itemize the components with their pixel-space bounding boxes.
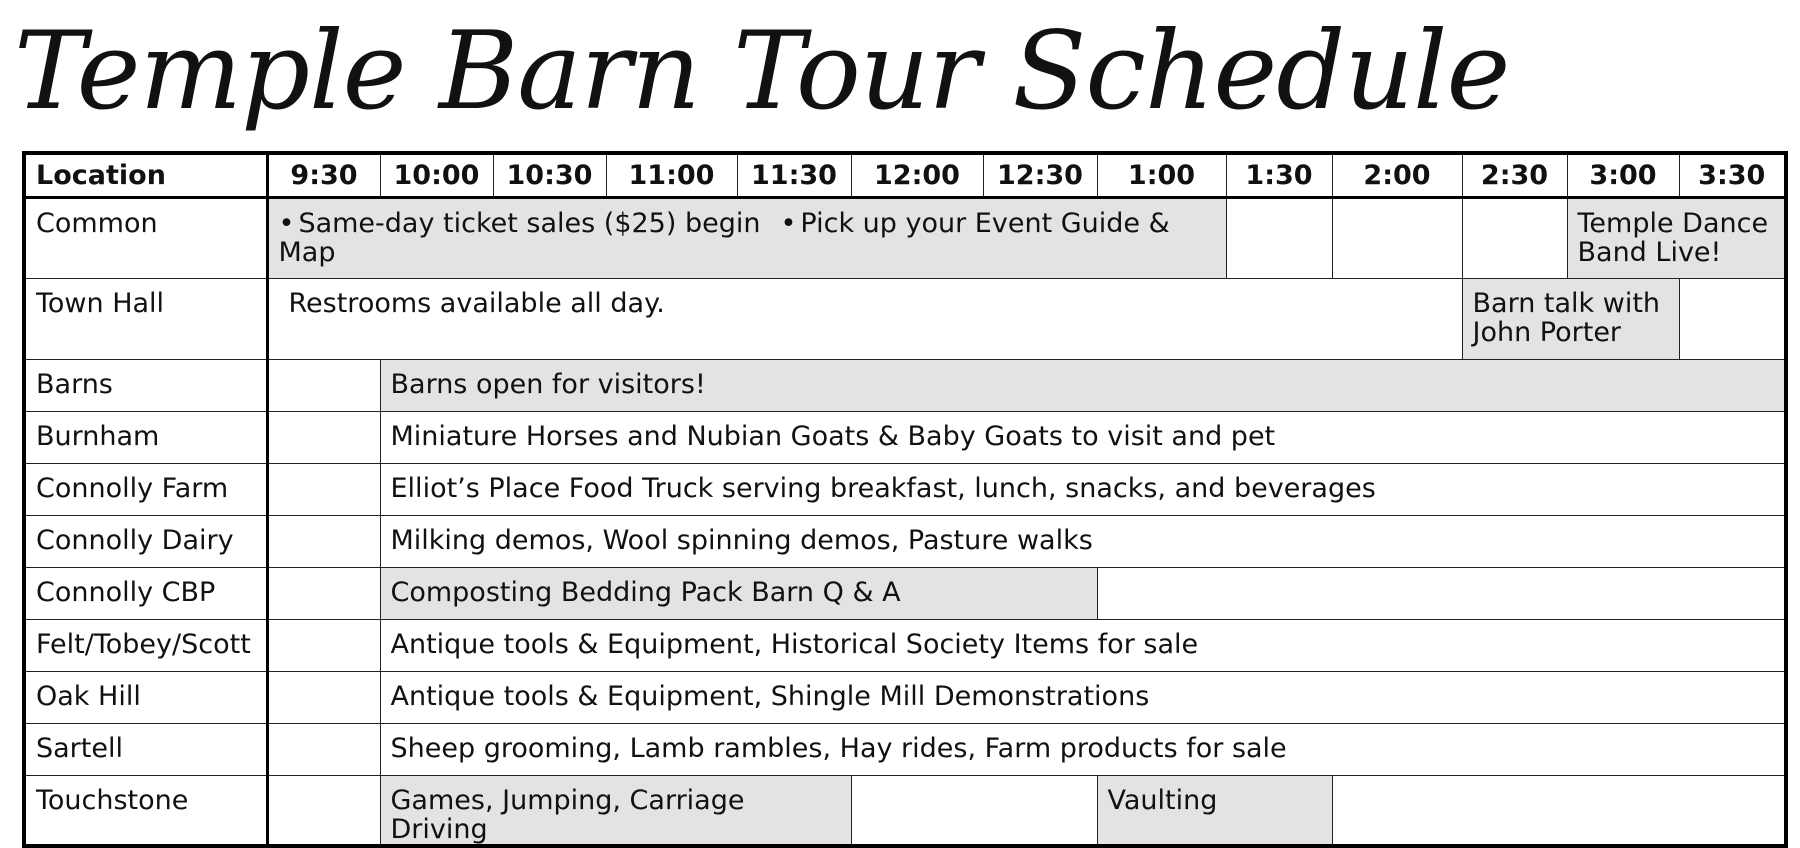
empty-cell [267, 567, 380, 619]
location-cell: Oak Hill [24, 671, 267, 723]
empty-cell [267, 775, 380, 846]
page-title: Temple Barn Tour Schedule [14, 9, 1510, 134]
header-row [24, 153, 1786, 197]
header-time: 3:00 [1567, 153, 1679, 197]
bullet: • [780, 207, 797, 239]
location-cell: Common [24, 197, 267, 278]
table-row [24, 723, 1786, 775]
header-time: 10:30 [493, 153, 606, 197]
header-time: 1:00 [1097, 153, 1226, 197]
event-cell-common-tickets [267, 197, 1226, 278]
location-cell: Burnham [24, 411, 267, 463]
table-row [24, 671, 1786, 723]
table-row [24, 619, 1786, 671]
event-cell-barn-talk: Barn talk with John Porter [1462, 278, 1679, 359]
header-time: 9:30 [267, 153, 380, 197]
event-cell: Composting Bedding Pack Barn Q & A [380, 567, 1097, 619]
empty-cell [1332, 775, 1786, 846]
location-cell: Town Hall [24, 278, 267, 359]
location-cell: Felt/Tobey/Scott [24, 619, 267, 671]
event-cell: Miniature Horses and Nubian Goats & Baby Goats to visit and pet [380, 411, 1786, 463]
empty-cell [1097, 567, 1786, 619]
table-row [24, 463, 1786, 515]
header-time: 2:00 [1332, 153, 1462, 197]
event-cell: Antique tools & Equipment, Shingle Mill Demonstrations [380, 671, 1786, 723]
empty-cell [267, 411, 380, 463]
schedule-table [22, 151, 1788, 848]
location-cell: Touchstone [24, 775, 267, 846]
event-cell: Vaulting [1097, 775, 1332, 846]
empty-cell [267, 463, 380, 515]
table-row [24, 515, 1786, 567]
empty-cell [267, 619, 380, 671]
header-time: 1:30 [1226, 153, 1332, 197]
empty-cell [267, 515, 380, 567]
event-cell-band: Temple Dance Band Live! [1567, 197, 1786, 278]
table-row [24, 359, 1786, 411]
header-time: 3:30 [1679, 153, 1786, 197]
empty-cell [267, 671, 380, 723]
empty-cell [1462, 197, 1567, 278]
header-time: 11:00 [606, 153, 737, 197]
table-row [24, 278, 1786, 359]
location-cell: Connolly Dairy [24, 515, 267, 567]
event-cell: Antique tools & Equipment, Historical Society Items for sale [380, 619, 1786, 671]
header-time: 11:30 [737, 153, 851, 197]
empty-cell [851, 775, 1097, 846]
event-text: Same-day ticket sales ($25) begin [298, 207, 761, 239]
table-row [24, 775, 1786, 846]
empty-cell [267, 723, 380, 775]
empty-cell [1679, 278, 1786, 359]
location-cell: Sartell [24, 723, 267, 775]
table-row [24, 411, 1786, 463]
location-cell: Barns [24, 359, 267, 411]
table-row [24, 197, 1786, 278]
event-cell-restrooms: Restrooms available all day. [267, 278, 1462, 359]
table-row [24, 567, 1786, 619]
bullet: • [278, 207, 295, 239]
header-location: Location [24, 153, 267, 197]
empty-cell [1332, 197, 1462, 278]
event-cell: Barns open for visitors! [380, 359, 1786, 411]
header-time: 10:00 [380, 153, 493, 197]
event-cell: Sheep grooming, Lamb rambles, Hay rides, Farm products for sale [380, 723, 1786, 775]
empty-cell [267, 359, 380, 411]
event-cell: Games, Jumping, Carriage Driving [380, 775, 851, 846]
event-cell: Elliot’s Place Food Truck serving breakfast, lunch, snacks, and beverages [380, 463, 1786, 515]
event-text: Pick up your Event Guide & Map [278, 207, 1170, 268]
location-cell: Connolly CBP [24, 567, 267, 619]
header-time: 2:30 [1462, 153, 1567, 197]
event-cell: Milking demos, Wool spinning demos, Pasture walks [380, 515, 1786, 567]
empty-cell [1226, 197, 1332, 278]
location-cell: Connolly Farm [24, 463, 267, 515]
header-time: 12:30 [983, 153, 1097, 197]
header-time: 12:00 [851, 153, 983, 197]
